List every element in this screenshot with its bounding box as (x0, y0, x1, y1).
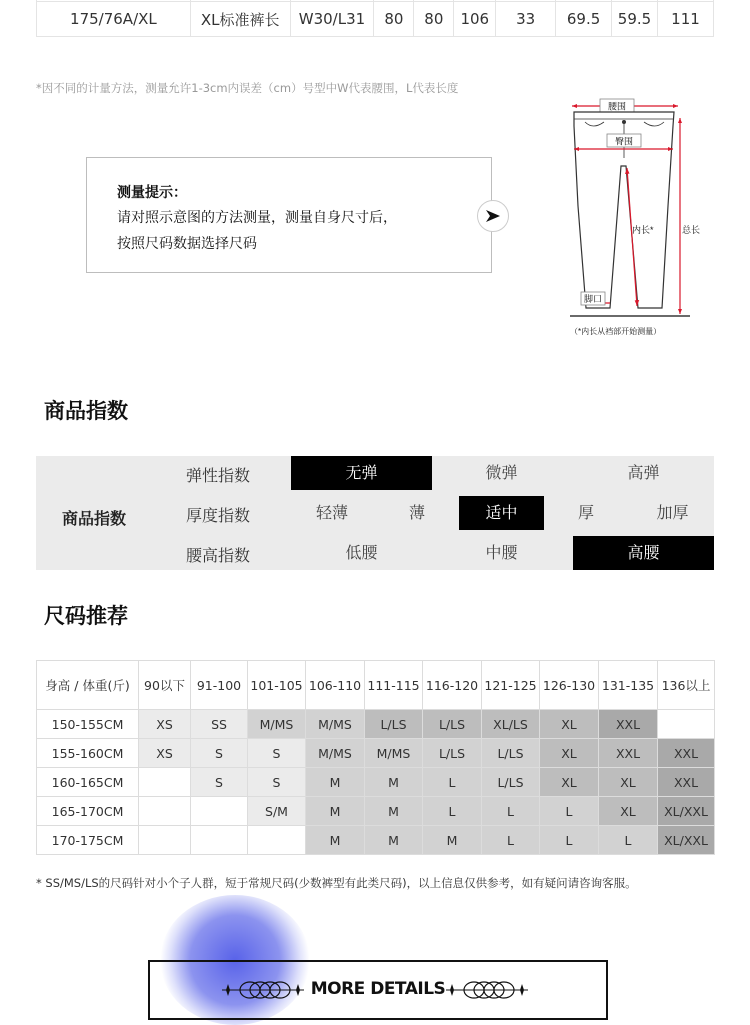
index-option: 中腰 (485, 543, 518, 562)
index-option: 薄 (408, 503, 425, 522)
size-cell: L (423, 797, 482, 826)
index-option: 低腰 (345, 543, 378, 562)
index-row-label: 弹性指数 (186, 466, 251, 485)
size-header-cell: 91-100 (191, 661, 248, 710)
size-cell: XL (540, 710, 599, 739)
spec-cell: XL标准裤长 (190, 2, 290, 37)
size-cell: XL/XXL (658, 826, 715, 855)
size-cell: L/LS (482, 739, 540, 768)
diagram-footnote: （*内长从裆部开始测量） (570, 327, 662, 336)
spec-row (37, 2, 714, 37)
size-header-cell: 身高 / 体重(斤) (37, 661, 139, 710)
tip-line-1: 请对照示意图的方法测量，测量自身尺寸后， (117, 210, 397, 226)
size-cell: M (306, 797, 365, 826)
size-recommend-table (36, 660, 715, 855)
size-cell: XL (540, 768, 599, 797)
size-cell: S (248, 739, 306, 768)
index-heading: 商品指数 (44, 399, 128, 423)
size-cell: L (540, 797, 599, 826)
index-main-label: 商品指数 (62, 509, 127, 528)
spec-cell: 106 (454, 2, 496, 37)
size-cell: M (365, 826, 423, 855)
size-header-cell: 116-120 (423, 661, 482, 710)
pants-measure-diagram (560, 96, 710, 346)
size-cell: XL (599, 768, 658, 797)
size-header-cell: 106-110 (306, 661, 365, 710)
size-cell: M (306, 768, 365, 797)
size-height-cell: 160-165CM (37, 768, 139, 797)
size-cell: XL/XXL (658, 797, 715, 826)
size-cell: M (365, 797, 423, 826)
size-cell: XXL (599, 710, 658, 739)
spec-cell: 175/76A/XL (37, 2, 191, 37)
index-option: 无弹 (291, 456, 432, 490)
more-details-label: MORE DETAILS (310, 979, 446, 999)
size-cell: S (191, 739, 248, 768)
size-cell: SS (191, 710, 248, 739)
size-height-cell: 155-160CM (37, 739, 139, 768)
spec-cell: 80 (374, 2, 414, 37)
size-cell: M (365, 768, 423, 797)
size-cell: XXL (658, 768, 715, 797)
index-option: 微弹 (485, 463, 518, 482)
size-cell: M/MS (365, 739, 423, 768)
size-cell: L/LS (423, 739, 482, 768)
spec-cell: 59.5 (612, 2, 658, 37)
hip-label: 臀围 (614, 136, 634, 147)
size-cell: M/MS (306, 739, 365, 768)
size-cell: L/LS (423, 710, 482, 739)
size-cell: M/MS (248, 710, 306, 739)
size-cell: S (248, 768, 306, 797)
size-cell (139, 768, 191, 797)
tip-line-2: 按照尺码数据选择尺码 (117, 236, 257, 252)
size-cell (191, 797, 248, 826)
size-cell: L (482, 797, 540, 826)
size-header-cell: 136以上 (658, 661, 715, 710)
size-cell: L (423, 768, 482, 797)
tip-title: 测量提示： (117, 185, 187, 201)
size-header-cell: 121-125 (482, 661, 540, 710)
arrow-right-icon (485, 209, 501, 223)
size-heading: 尺码推荐 (44, 604, 128, 628)
size-cell (191, 826, 248, 855)
size-row (37, 797, 715, 826)
size-cell: L/LS (365, 710, 423, 739)
size-row (37, 826, 715, 855)
size-cell: XL (599, 797, 658, 826)
measure-tip-box (86, 157, 492, 273)
index-option: 高弹 (627, 463, 660, 482)
size-header-cell: 111-115 (365, 661, 423, 710)
spec-cell: 80 (414, 2, 454, 37)
size-cell: XXL (658, 739, 715, 768)
index-option: 高腰 (573, 536, 714, 570)
index-row-label: 厚度指数 (186, 506, 251, 525)
measure-note: *因不同的计量方法，测量允许1-3cm内误差（cm）号型中W代表腰围，L代表长度 (36, 81, 459, 95)
index-option: 轻薄 (315, 503, 348, 522)
index-option: 厚 (577, 503, 594, 522)
size-cell: XS (139, 710, 191, 739)
size-note: * SS/MS/LS的尺码针对小个子人群，短于常规尺码(少数裤型有此类尺码)，以上信息仅供参考，如有疑问请咨询客服。 (36, 876, 637, 890)
spec-cell: 111 (657, 2, 713, 37)
arrow-right-button[interactable] (477, 200, 509, 232)
size-cell (248, 826, 306, 855)
size-cell: XL/LS (482, 710, 540, 739)
size-spec-table (36, 0, 714, 37)
size-cell: S/M (248, 797, 306, 826)
ornament-right-icon (446, 980, 528, 1000)
size-header-cell: 126-130 (540, 661, 599, 710)
size-header-row (37, 661, 715, 710)
size-row (37, 739, 715, 768)
size-cell (658, 710, 715, 739)
size-height-cell: 165-170CM (37, 797, 139, 826)
product-index-panel (36, 456, 714, 570)
size-cell: XL (540, 739, 599, 768)
spec-cell: 69.5 (556, 2, 612, 37)
spec-cell: W30/L31 (290, 2, 374, 37)
size-row (37, 768, 715, 797)
size-cell: M/MS (306, 710, 365, 739)
size-height-cell: 150-155CM (37, 710, 139, 739)
more-details-button[interactable] (148, 960, 608, 1020)
inseam-label: 内长* (632, 225, 654, 235)
size-cell: M (306, 826, 365, 855)
size-cell: L (599, 826, 658, 855)
size-header-cell: 90以下 (139, 661, 191, 710)
spec-cell: 33 (496, 2, 556, 37)
index-option: 加厚 (656, 503, 689, 522)
size-cell (139, 797, 191, 826)
size-row (37, 710, 715, 739)
size-cell (139, 826, 191, 855)
size-height-cell: 170-175CM (37, 826, 139, 855)
size-cell: S (191, 768, 248, 797)
size-cell: XXL (599, 739, 658, 768)
size-cell: L (482, 826, 540, 855)
total-length-label: 总长 (682, 225, 701, 235)
size-cell: L/LS (482, 768, 540, 797)
size-cell: L (540, 826, 599, 855)
size-header-cell: 101-105 (248, 661, 306, 710)
size-cell: M (423, 826, 482, 855)
index-option: 适中 (459, 496, 544, 530)
size-cell: XS (139, 739, 191, 768)
index-row-label: 腰高指数 (186, 546, 251, 565)
waist-label: 腰围 (607, 101, 627, 112)
size-header-cell: 131-135 (599, 661, 658, 710)
hem-label: 脚口 (583, 294, 603, 304)
